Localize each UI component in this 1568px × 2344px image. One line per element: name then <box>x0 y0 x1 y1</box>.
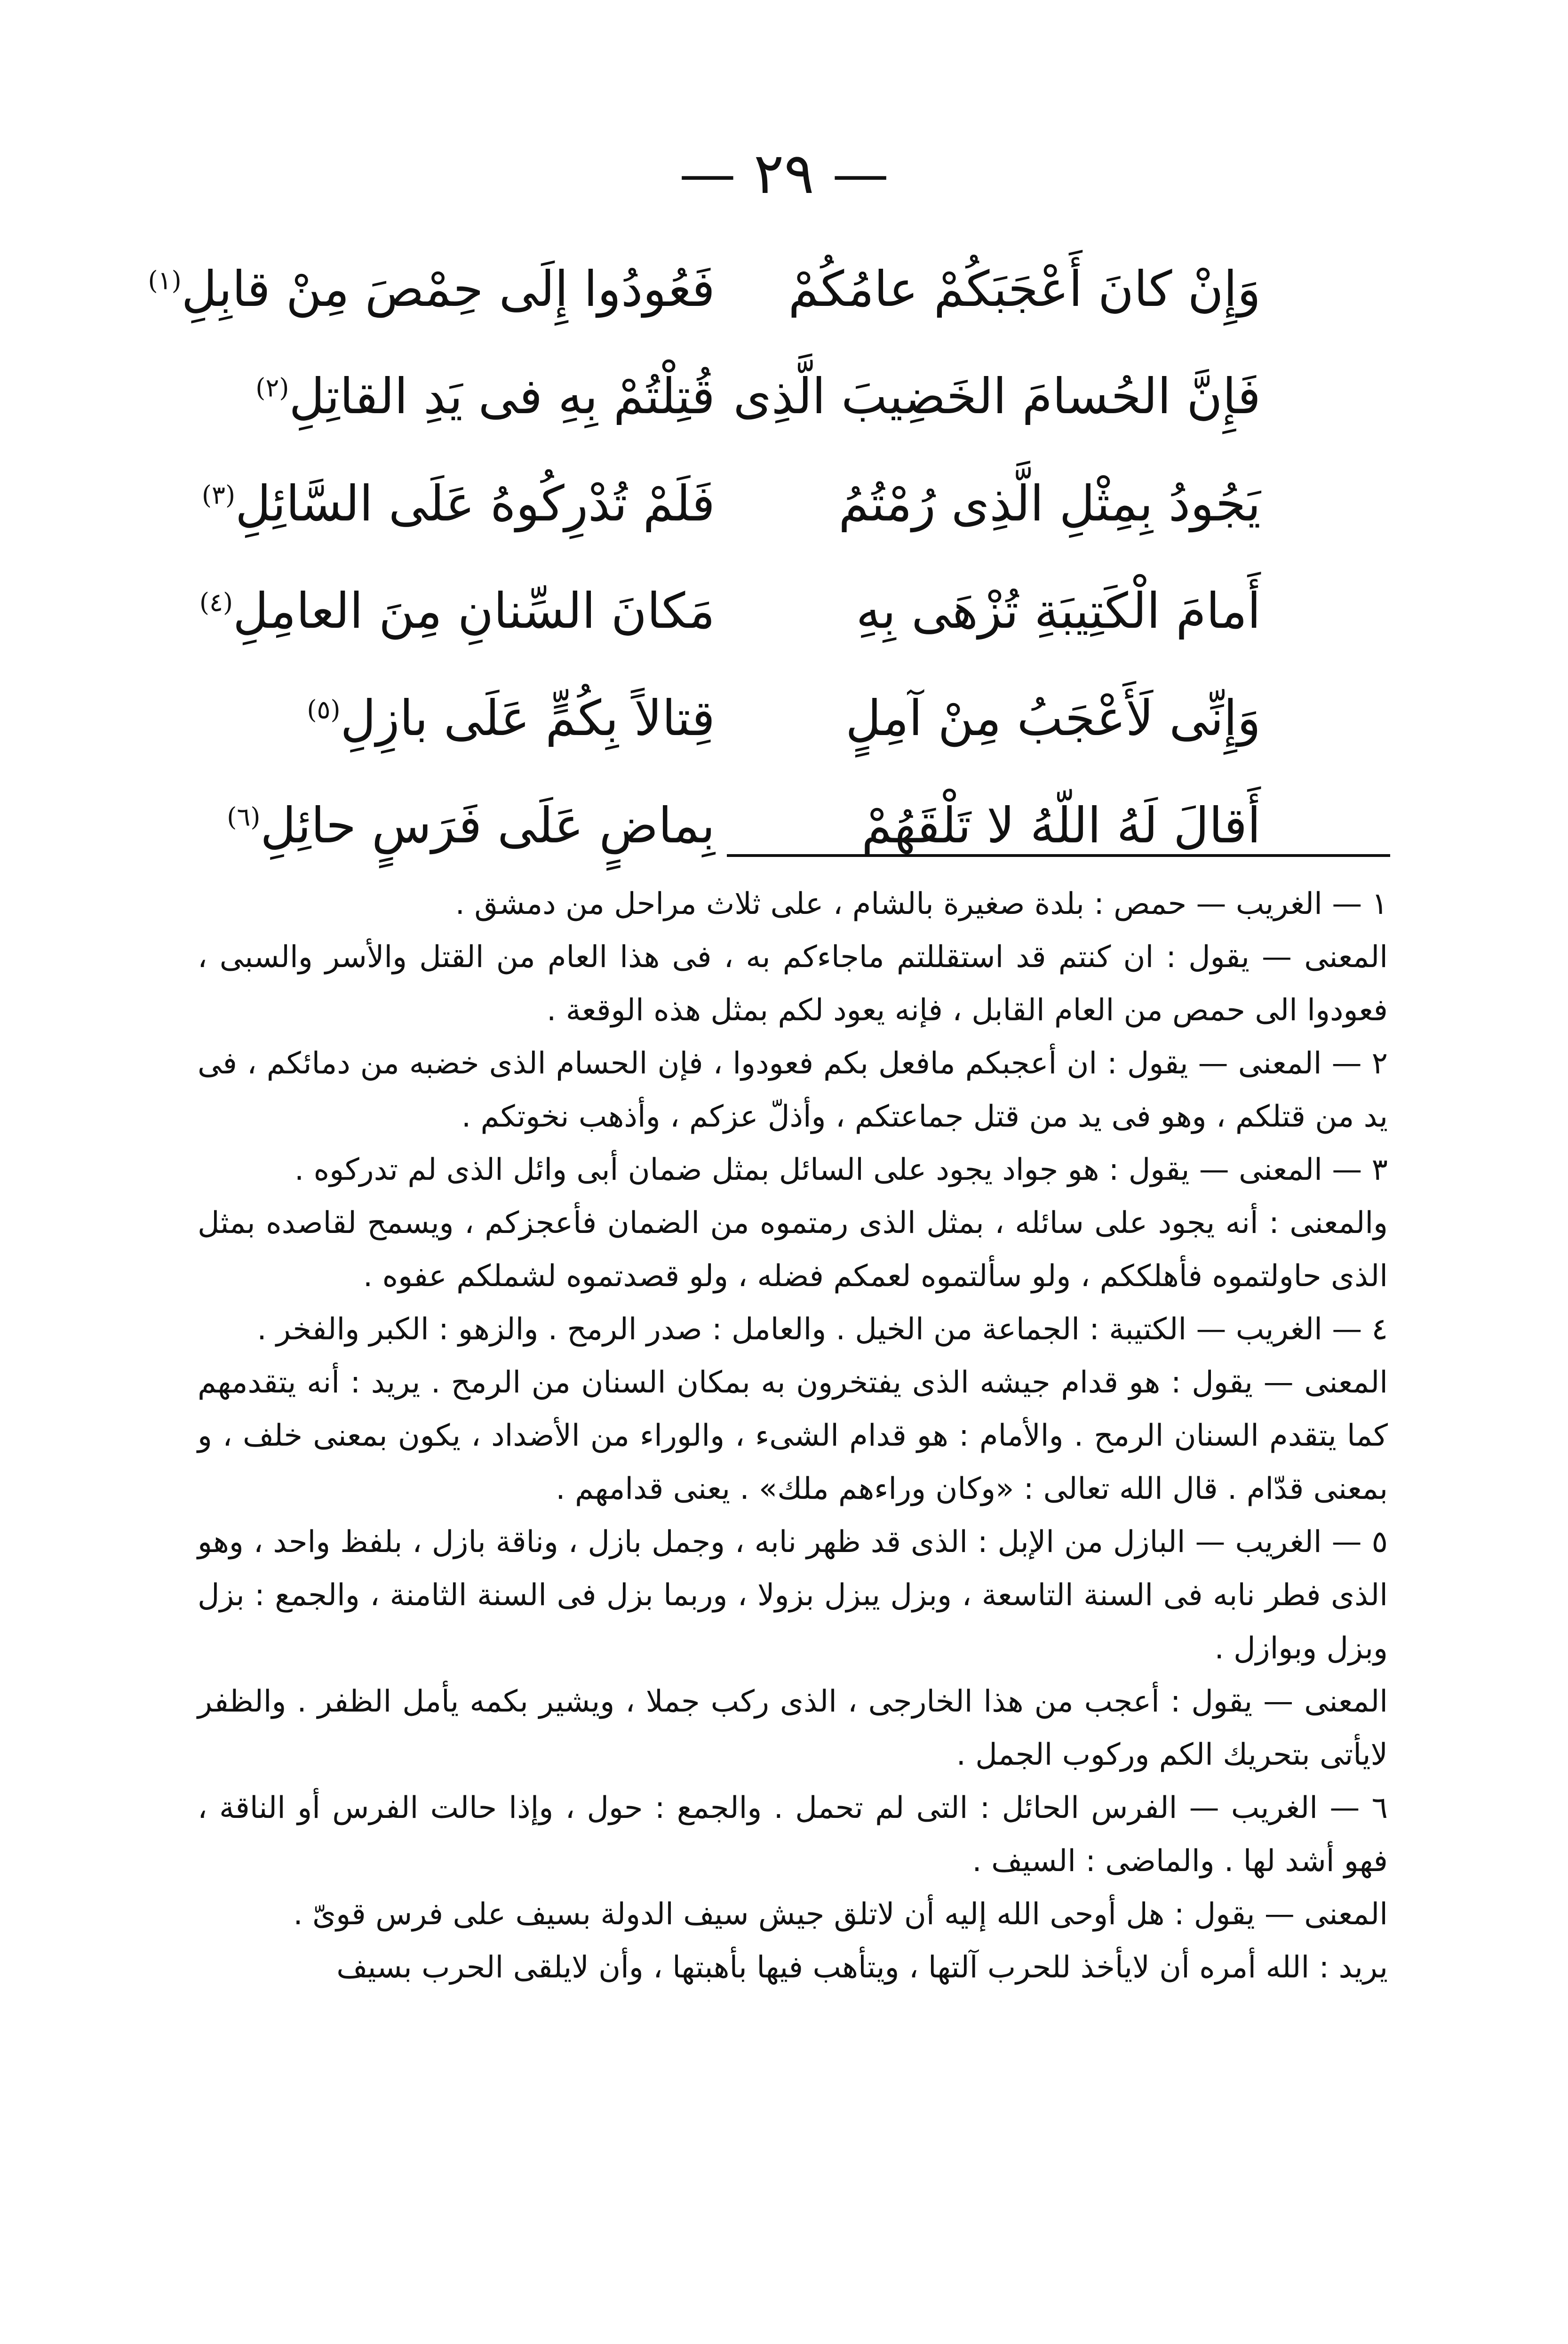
verse-6 <box>227 772 1261 879</box>
verse-4 <box>199 557 1261 664</box>
note-1-gloss: ١ — الغريب — حمص : بلدة صغيرة بالشام ، على ثلاث مراحل من دمشق . <box>455 887 1388 921</box>
note-6-gloss: ٦ — الغريب — الفرس الحائل : التى لم تحمل . والجمع : حول ، وإذا حالت الفرس أو الناقة ، فهو أشد لها . والماضى : السيف . <box>198 1791 1388 1879</box>
note-4-meaning: المعنى — يقول : هو قدام جيشه الذى يفتخرون به بمكان السنان من الرمح . يريد : أنه يتقدمهم كما يتقدم السنان الرمح . والأمام : هو قدام الشىء ، والوراء من الأضداد ، يكون بمعنى خلف ، و بمعنى قدّام . قال الله تعالى : «وكان وراءهم ملك» . يعنى قدامهم . <box>198 1365 1388 1506</box>
footnote-marker: (٦) <box>227 802 261 832</box>
hemistich-text: فَعُودُوا إِلَى حِمْصَ مِنْ قابِلِ <box>181 260 715 318</box>
footnote-marker: (١) <box>148 265 182 296</box>
hemistich-second <box>148 260 715 318</box>
poem <box>148 235 1261 879</box>
footnote-marker: (٤) <box>199 587 233 617</box>
hemistich-first: يَجُودُ بِمِثْلِ الَّذِى رُمْتُمُ <box>838 475 1261 532</box>
hemistich-second <box>263 689 715 747</box>
note-6-meaning: المعنى — يقول : هل أوحى الله إليه أن لاتلق جيش سيف الدولة بسيف على فرس قوىّ . <box>293 1897 1388 1932</box>
hemistich-second <box>199 582 715 640</box>
note-5-gloss: ٥ — الغريب — البازل من الإبل : الذى قد ظهر نابه ، وجمل بازل ، وناقة بازل ، بلفظ واحد ، وهو الذى فطر نابه فى السنة التاسعة ، وبزل يبزل بزولا ، وربما بزل فى السنة الثامنة ، والجمع : بزل وبزل وبوازل . <box>198 1525 1388 1666</box>
commentary-notes <box>198 878 1388 1994</box>
note-6-meaning-cont: يريد : الله أمره أن لايأخذ للحرب آلتها ، ويتأهب فيها بأهبتها ، وأن لايلقى الحرب بسيف <box>336 1950 1388 1985</box>
page-number: — ٢٩ — <box>679 141 889 207</box>
hemistich-second <box>201 475 715 532</box>
hemistich-text: قِتالاً بِكُمٍّ عَلَى بازِلِ <box>340 689 715 747</box>
hemistich-first: أَقالَ لَهُ اللّهُ لا تَلْقَهُمْ <box>861 797 1261 854</box>
verse-3 <box>201 450 1261 557</box>
hemistich-first: وَإِنْ كانَ أَعْجَبَكُمْ عامُكُمْ <box>788 260 1261 318</box>
verse-5 <box>263 664 1261 772</box>
footnote-marker: (٢) <box>255 373 289 403</box>
verse-1 <box>148 235 1261 343</box>
verse-2 <box>255 343 1261 450</box>
hemistich-text: فَلَمْ تُدْرِكُوهُ عَلَى السَّائِلِ <box>235 475 715 532</box>
note-3-meaning: ٣ — المعنى — يقول : هو جواد يجود على السائل بمثل ضمان أبى وائل الذى لم تدركوه . <box>294 1152 1388 1187</box>
hemistich-text: مَكانَ السِّنانِ مِنَ العامِلِ <box>233 582 715 640</box>
hemistich-first: أَمامَ الْكَتِيبَةِ تُزْهَى بِهِ <box>856 582 1261 640</box>
note-1-meaning: المعنى — يقول : ان كنتم قد استقللتم ماجاءكم به ، فى هذا العام من القتل والأسر والسبى ، فعودوا الى حمص من العام القابل ، فإنه يعود لكم بمثل هذه الوقعة . <box>198 940 1388 1028</box>
hemistich-first: وَإِنِّى لَأَعْجَبُ مِنْ آمِلٍ <box>845 689 1261 747</box>
hemistich-second <box>227 797 715 854</box>
hemistich-first: فَإِنَّ الحُسامَ الخَضِيبَ الَّذِى <box>733 368 1261 425</box>
note-2-meaning: ٢ — المعنى — يقول : ان أعجبكم مافعل بكم فعودوا ، فإن الحسام الذى خضبه من دمائكم ، فى يد من قتلكم ، وهو فى يد من قتل جماعتكم ، وأذلّ عزكم ، وأذهب نخوتكم . <box>198 1046 1388 1134</box>
footnote-marker: (٥) <box>307 695 341 725</box>
hemistich-text: بِماضٍ عَلَى فَرَسٍ حائِلِ <box>260 797 715 854</box>
hemistich-second <box>255 368 715 425</box>
note-5-meaning: المعنى — يقول : أعجب من هذا الخارجى ، الذى ركب جملا ، ويشير بكمه يأمل الظفر . والظفر لايأتى بتحريك الكم وركوب الجمل . <box>198 1684 1388 1772</box>
footnote-marker: (٣) <box>201 480 236 510</box>
footnote-divider <box>727 854 1390 857</box>
note-4-gloss: ٤ — الغريب — الكتيبة : الجماعة من الخيل . والعامل : صدر الرمح . والزهو : الكبر والفخر . <box>257 1312 1388 1347</box>
note-3-meaning-cont: والمعنى : أنه يجود على سائله ، بمثل الذى رمتموه من الضمان فأعجزكم ، ويسمح لقاصده بمثل الذى حاولتموه فأهلككم ، ولو سألتموه لعمكم فضله ، ولو قصدتموه لشملكم عفوه . <box>198 1206 1388 1294</box>
hemistich-text: قُتِلْتُمْ بِهِ فى يَدِ القاتِلِ <box>289 368 715 425</box>
